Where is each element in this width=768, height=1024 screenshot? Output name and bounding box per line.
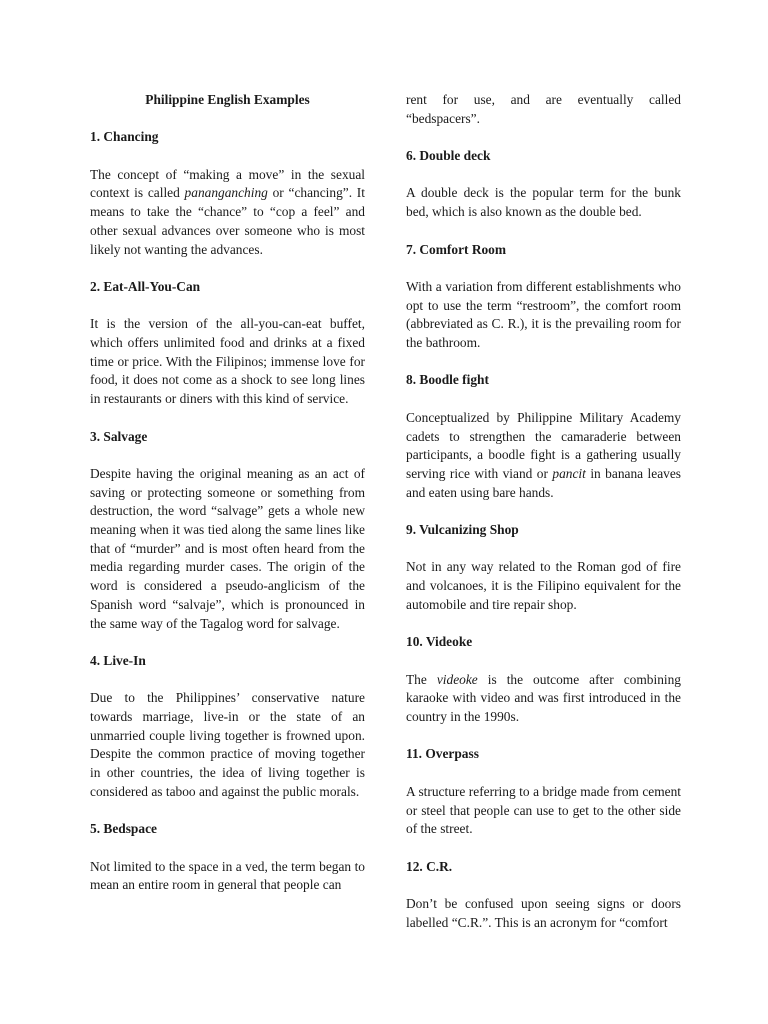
- section-heading: 8. Boodle fight: [406, 372, 489, 388]
- section-paragraph: [406, 91, 681, 128]
- page-title: Philippine English Examples: [145, 92, 310, 107]
- paragraph-text: in banana leaves and eaten using bare hands.: [406, 465, 681, 500]
- section-paragraph: [90, 166, 365, 260]
- italic-term: pananganching: [184, 185, 268, 201]
- section-heading: 12. C.R.: [406, 858, 453, 874]
- section-paragraph: [406, 278, 681, 353]
- paragraph-text: A structure referring to a bridge made from cement or steel that people can use to get to the other side of the street.: [406, 783, 681, 837]
- section-heading: 10. Videoke: [406, 634, 473, 650]
- paragraph-text: A double deck is the popular term for the bunk bed, which is also known as the double bed.: [406, 185, 681, 220]
- paragraph-text: The concept of “making a move” in the sexual context is called: [90, 166, 365, 201]
- paragraph-text: Despite having the original meaning as an act of saving or protecting someone or something from destruction, the word “salvage” gets a whole new meaning when it was tied along the same lines like that of “murder” and is most often heard from the media regarding murder cases. The origin of the word is considered a pseudo-anglicism of the Spanish word “salvaje”, which is pronounced in the same way of the Tagalog word for salvage.: [90, 465, 365, 631]
- right-column: [406, 91, 681, 951]
- section-heading: 6. Double deck: [406, 148, 491, 164]
- paragraph-text: Don’t be confused upon seeing signs or doors labelled “C.R.”. This is an acronym for “comfort: [406, 896, 681, 930]
- section-paragraph: [90, 858, 365, 895]
- left-sections: [90, 128, 365, 895]
- right-sections: [406, 91, 681, 932]
- section-paragraph: [406, 409, 681, 503]
- italic-term: pancit: [552, 465, 586, 481]
- section-paragraph: [90, 465, 365, 633]
- paragraph-text: Due to the Philippines’ conservative nature towards marriage, live-in or the state of an unmarried couple living together is frowned upon. Despite the common practice of moving together in other countries, the idea of living together is considered as taboo and against the public morals.: [90, 690, 365, 799]
- paragraph-text: It is the version of the all-you-can-eat buffet, which offers unlimited food and drinks at a fixed time or price. With the Filipinos; immense love for food, it does not come as a shock to see long lines in restaurants or diners with this kind of service.: [90, 316, 365, 407]
- paragraph-text: or “chancing”. It means to take the “chance” to “cop a feel” and other sexual advances over someone who is most likely not wanting the advances.: [90, 185, 365, 257]
- paragraph-text: The: [406, 671, 437, 687]
- section-heading: 9. Vulcanizing Shop: [406, 522, 519, 538]
- paragraph-text: With a variation from different establishments who opt to use the term “restroom”, the comfort room (abbreviated as C. R.), it is the prevailing room for the bathroom.: [406, 278, 681, 351]
- section-heading: 7. Comfort Room: [406, 241, 507, 257]
- section-paragraph: [90, 315, 365, 409]
- section-heading: 4. Live-In: [90, 652, 146, 668]
- section-heading: 11. Overpass: [406, 746, 479, 762]
- italic-term: videoke: [436, 671, 478, 687]
- section-heading: 2. Eat-All-You-Can: [90, 278, 201, 294]
- paragraph-text: Not in any way related to the Roman god of fire and volcanoes, it is the Filipino equivalent for the automobile and tire repair shop.: [406, 559, 681, 612]
- section-heading: 3. Salvage: [90, 428, 148, 444]
- paragraph-text: is the outcome after combining karaoke with video and was first introduced in the country in the 1990s.: [406, 671, 681, 725]
- paragraph-text: Not limited to the space in a ved, the term began to mean an entire room in general that people can: [90, 858, 365, 893]
- section-paragraph: [90, 689, 365, 801]
- section-paragraph: [406, 783, 681, 839]
- section-heading: 5. Bedspace: [90, 821, 157, 837]
- paragraph-text: Conceptualized by Philippine Military Academy cadets to strengthen the camaraderie between participants, a boodle fight is a gathering usually serving rice with viand or: [406, 409, 681, 481]
- left-column: [90, 91, 365, 914]
- section-paragraph: [406, 558, 681, 614]
- section-paragraph: [406, 184, 681, 221]
- section-paragraph: [406, 671, 681, 727]
- section-paragraph: [406, 895, 681, 932]
- section-heading: 1. Chancing: [90, 129, 159, 145]
- paragraph-text: rent for use, and are eventually called “bedspacers”.: [406, 92, 681, 126]
